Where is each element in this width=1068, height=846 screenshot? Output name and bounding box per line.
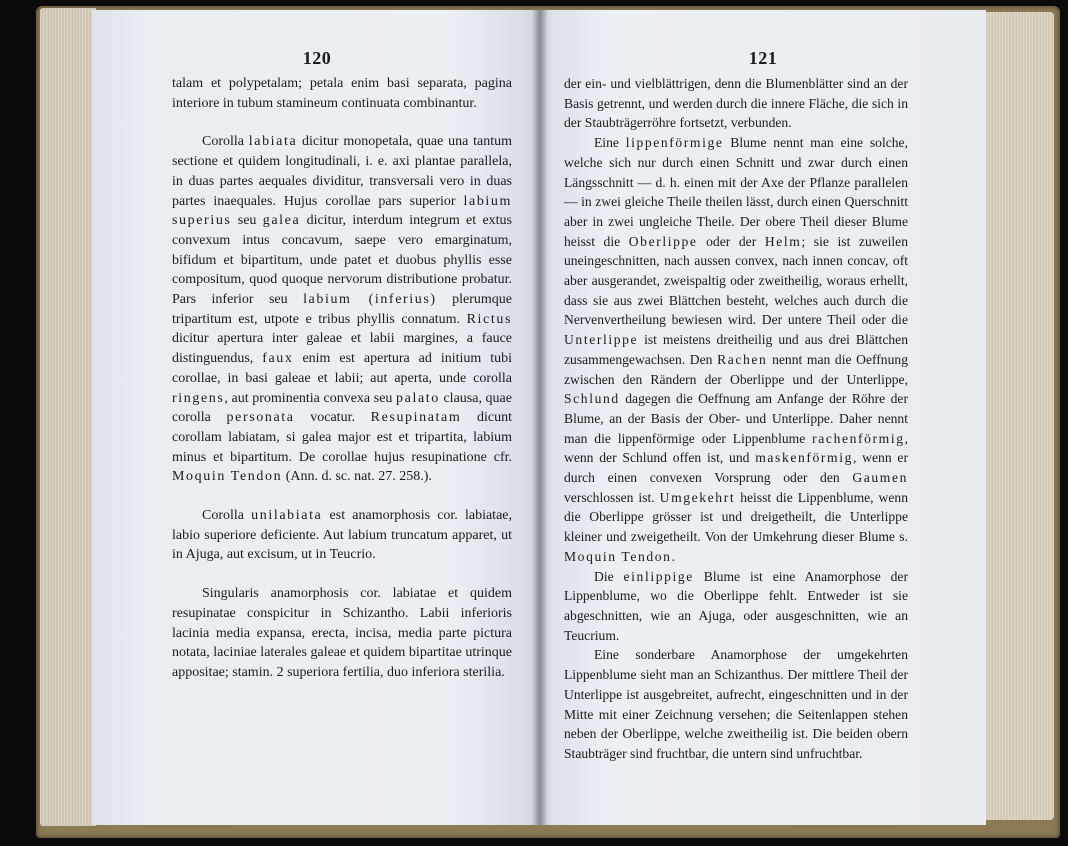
text-run: clausa, quae corolla — [172, 390, 512, 426]
text-run: heisst die Lippenblume, wenn die Oberlippe grösser ist und dreigetheilt, die Unterlippe kleiner und zweigetheilt. Von der Umkehrung dieser Blume s. — [564, 489, 908, 545]
text-run: dicitur monopetala, quae una tantum sectione et quidem longitudinali, i. e. axi plantae parallela, in duas partes aequales dividitur, transversali vero in duas partes inaequales. Hujus corollae pars superior — [172, 134, 512, 209]
emphasized-term: Moquin Tendon — [564, 548, 672, 564]
emphasized-term: Unterlippe — [564, 332, 639, 348]
emphasized-term: palato — [396, 390, 440, 406]
emphasized-term: unilabiata — [251, 508, 323, 524]
emphasized-term: Helm — [764, 233, 802, 249]
emphasized-term: einlippige — [623, 568, 694, 584]
text-run: Die — [594, 568, 624, 584]
emphasized-term: faux — [262, 351, 294, 367]
text-run: Eine — [594, 135, 626, 151]
emphasized-term: Gaumen — [852, 470, 908, 486]
paragraph — [172, 74, 512, 113]
text-run: est anamorphosis cor. labiatae, labio superiore deficiente. Aut labium truncatum apparet, ut in Ajuga, aut excisum, ut in Teucrio. — [172, 508, 512, 563]
left-page-text — [172, 74, 512, 683]
emphasized-term: labium superius — [172, 193, 512, 229]
text-run: plerumque tripartitum est, utpote e tribus phyllis connatum. — [172, 292, 512, 327]
emphasized-term: personata — [226, 410, 295, 426]
text-run: verschlossen ist. — [564, 489, 660, 505]
text-run: nennt man die Oeffnung zwischen den Rändern der Oberlippe und der Unterlippe, — [564, 351, 908, 387]
text-run: ist meistens dreitheilig und aus drei Blättchen zusammengewachsen. Den — [564, 332, 908, 367]
text-run: dicitur, interdum integrum et extus convexum intus concavum, saepe vero emarginatum, bifidum et bipartitum, unde patet et duobus phyllis esse compositum, quod quoque nervorum distributione probatur. Pars inferior seu — [172, 213, 512, 308]
text-run: enim est apertura ad initium tubi corollae, in basi galeae et labii; aut aperta, unde corolla — [172, 351, 513, 386]
text-run: talam et polypetalam; petala enim basi separata, pagina interiore in tubum stamineum continuata combinantur. — [172, 76, 512, 111]
emphasized-term: Rictus — [466, 311, 512, 327]
text-run: , wenn er durch einen convexen Vorsprung oder den — [564, 450, 908, 486]
text-run: oder der — [697, 233, 765, 249]
text-run: vocatur. — [294, 410, 371, 426]
paragraph — [564, 133, 908, 566]
text-run: Corolla — [202, 134, 249, 150]
emphasized-term: galea — [262, 213, 301, 229]
text-run: seu — [231, 213, 263, 229]
emphasized-term: Schlund — [564, 391, 620, 407]
paragraph — [564, 74, 908, 133]
paragraph — [172, 132, 512, 487]
text-run: Corolla — [202, 508, 252, 524]
text-run: Blume nennt man eine solche, welche sich nur durch einen Schnitt und zwar durch einen Längsschnitt — d. h. einen mit der Axe der Pflanze parallelen — in zwei gleiche Theile theilen lässt, durch einen Querschnitt aber in zwei ungleiche Theile. Der obere Theil dieser Blume heisst die — [564, 135, 908, 249]
text-run: Blume ist eine Anamorphose der Lippenblume, wo die Oberlippe fehlt. Entweder ist sie abgeschnitten, wie an Ajuga, oder ausgeschnitten, wie an Teucrium. — [564, 568, 908, 643]
emphasized-term: Umgekehrt — [659, 489, 736, 505]
emphasized-term: labiata — [248, 134, 298, 150]
text-run: der ein- und vielblättrigen, denn die Blumenblätter sind an der Basis getrennt, und werden durch die innere Fläche, die sich in der Staubträgerröhre fortsetzt, verbunden. — [564, 76, 908, 131]
paragraph — [564, 645, 908, 763]
paragraph — [564, 567, 908, 646]
paragraph — [172, 506, 512, 565]
text-run: (Ann. d. sc. nat. 27. 258.). — [282, 469, 432, 485]
text-run: dicitur apertura inter galeae et labii margines, a fauce distinguendus, — [172, 331, 512, 367]
text-run: , aut prominentia convexa seu — [224, 390, 397, 406]
emphasized-term: rachenförmig — [812, 430, 905, 446]
right-page — [540, 10, 986, 825]
right-page-text — [564, 74, 908, 764]
page-edges-left — [40, 8, 96, 826]
emphasized-term: Rachen — [717, 351, 768, 367]
emphasized-term: Oberlippe — [628, 233, 698, 249]
book-gutter — [532, 10, 548, 825]
text-run: ; sie ist zuweilen uneingeschnitten, nach aussen convex, nach innen concav, oft aber ausgerandet, zweispaltig oder zweitheilig, woraus erhellt, dass sie aus zwei Blättchen besteht, welches auch durch die Nervenvertheilung bewiesen wird. Der untere Theil oder die — [564, 233, 908, 328]
emphasized-term: Resupinatam — [370, 410, 462, 426]
text-run: dagegen die Oeffnung am Anfange der Röhre der Blume, an der Basis der Ober- und Unterlippe. Daher nennt man die lippenförmige oder Lippenblume — [564, 391, 908, 446]
emphasized-term: ringens — [172, 390, 225, 406]
emphasized-term: Moquin Tendon — [172, 469, 283, 485]
emphasized-term: maskenförmig — [755, 450, 853, 466]
text-run: Eine sonderbare Anamorphose der umgekehrten Lippenblume sieht man an Schizanthus. Der mittlere Theil der Unterlippe ist ausgebreitet, aufrecht, eingeschnitten und in der Mitte mit einer Zeichnung versehen; die Seitenlappen stehen neben der Oberlippe, welche zweitheilig ist. Die beiden obern Staubträger sind fruchtbar, die untern sind unfruchtbar. — [564, 647, 908, 761]
text-run: dicunt corollam labiatam, si galea major est et tripartita, labium minus et bipartitum. De corollae hujus resupinatione cfr. — [172, 410, 513, 465]
paragraph — [172, 584, 512, 683]
page-edges-right — [984, 12, 1054, 820]
text-run: . — [671, 548, 675, 564]
page-number: 120 — [302, 48, 332, 68]
text-run: , wenn der Schlund offen ist, und — [564, 430, 908, 466]
left-page — [92, 10, 542, 825]
text-run: Singularis anamorphosis cor. labiatae et quidem resupinatae conspicitur in Schizantho. Labii inferioris lacinia media expansa, erecta, incisa, media parte pictura notata, laciniae laterales galeae et quidem bipartitae utrinque appositae; stamin. 2 superiora fertilia, duo inferiora sterilia. — [172, 586, 512, 680]
page-number: 121 — [748, 48, 778, 68]
emphasized-term: labium (inferius) — [303, 292, 437, 308]
emphasized-term: lippenförmige — [625, 135, 724, 151]
